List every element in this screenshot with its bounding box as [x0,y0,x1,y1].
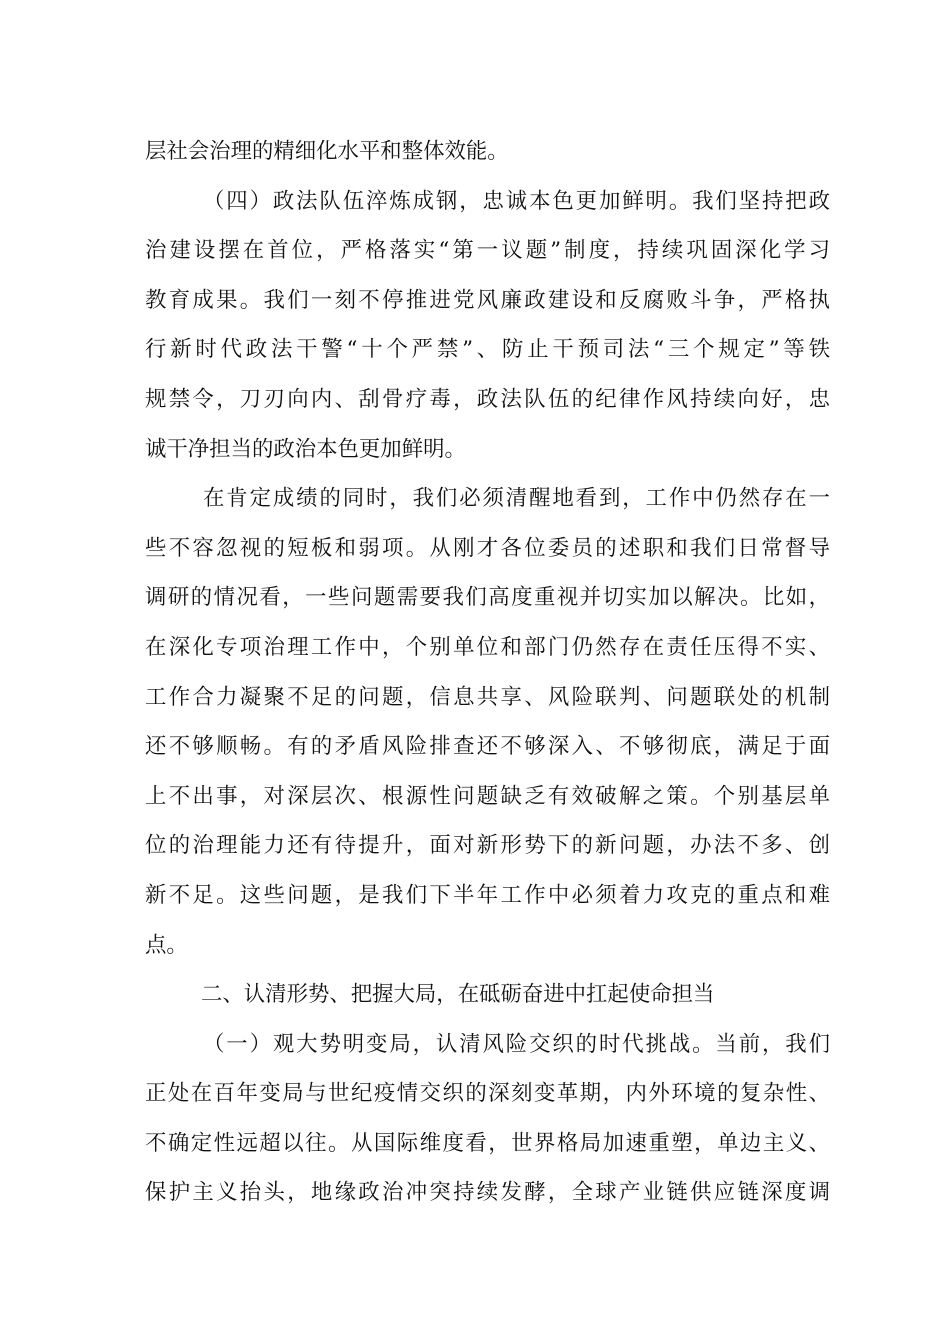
text-line: 点。 [145,932,188,958]
text-line: 些不容忽视的短板和弱项。从刚才各位委员的述职和我们日常督导 [145,535,830,561]
text-line: 在深化专项治理工作中，个别单位和部门仍然存在责任压得不实、 [145,634,830,660]
text-line: 教育成果。我们一刻不停推进党风廉政建设和反腐败斗争，严格执 [145,287,830,313]
text-line: 层社会治理的精细化水平和整体效能。 [145,139,509,164]
text-line: 新不足。这些问题，是我们下半年工作中必须着力攻克的重点和难 [145,882,830,908]
text-line: 保护主义抬头，地缘政治冲突持续发酵，全球产业链供应链深度调 [145,1180,830,1206]
text-line: 正处在百年变局与世纪疫情交织的深刻变革期，内外环境的复杂性、 [145,1081,830,1107]
text-line: 治建设摆在首位，严格落实“第一议题”制度，持续巩固深化学习 [145,238,830,264]
text-line: （四）政法队伍淬炼成钢，忠诚本色更加鲜明。我们坚持把政 [203,188,830,214]
text-line: 诚干净担当的政治本色更加鲜明。 [145,436,466,462]
text-line: 在肯定成绩的同时，我们必须清醒地看到，工作中仍然存在一 [203,486,830,512]
text-line: 行新时代政法干警“十个严禁”、防止干预司法“三个规定”等铁 [145,337,830,363]
text-line: （一）观大势明变局，认清风险交织的时代挑战。当前，我们 [203,1031,830,1057]
document-body [145,127,830,1218]
text-line: 上不出事，对深层次、根源性问题缺乏有效破解之策。个别基层单 [145,783,830,809]
text-line: 还不够顺畅。有的矛盾风险排查还不够深入、不够彻底，满足于面 [145,734,830,760]
section-heading: 二、认清形势、把握大局，在砥砺奋进中扛起使命担当 [201,982,715,1008]
text-line: 调研的情况看，一些问题需要我们高度重视并切实加以解决。比如， [145,585,830,611]
text-line: 工作合力凝聚不足的问题，信息共享、风险联判、问题联处的机制 [145,684,830,710]
text-line: 位的治理能力还有待提升，面对新形势下的新问题，办法不多、创 [145,833,830,859]
text-line: 不确定性远超以往。从国际维度看，世界格局加速重塑，单边主义、 [145,1130,830,1156]
text-line: 规禁令，刀刃向内、刮骨疗毒，政法队伍的纪律作风持续向好，忠 [145,386,830,412]
